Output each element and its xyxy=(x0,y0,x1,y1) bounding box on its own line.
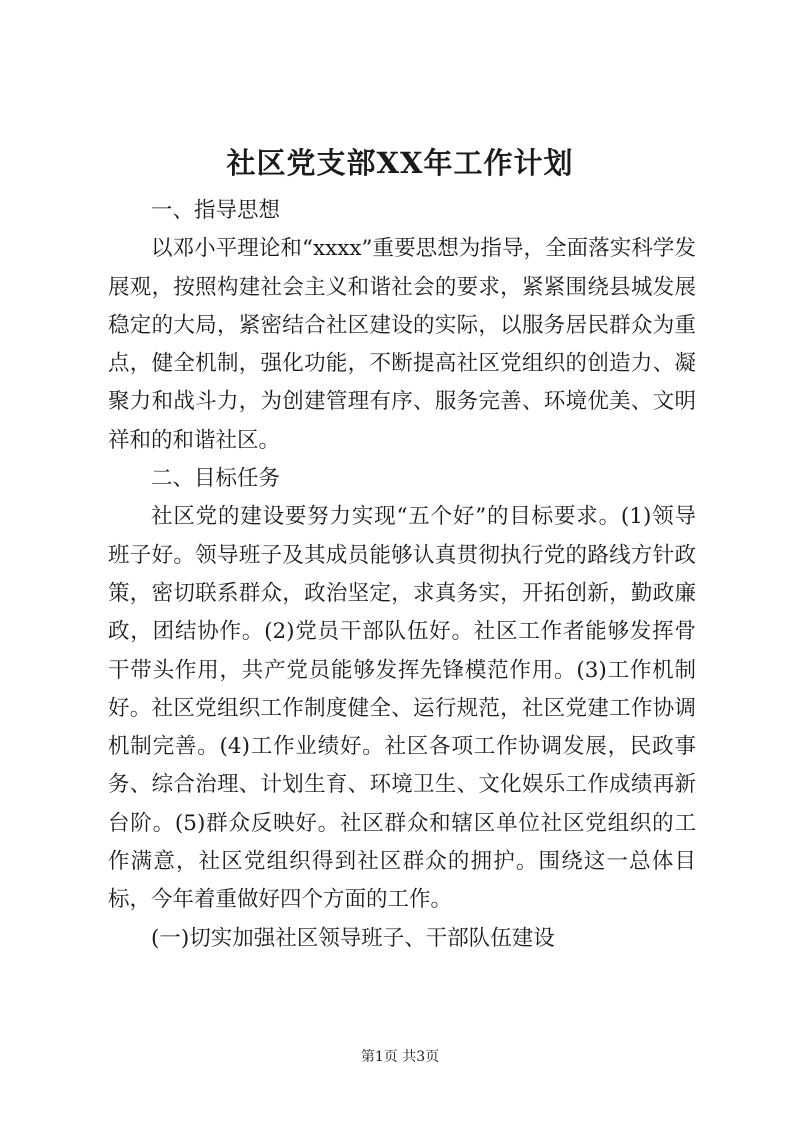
section-heading-guiding-ideology: 一、指导思想 xyxy=(151,198,281,223)
page-footer: 第1页 共3页 xyxy=(360,1049,440,1065)
document-title: 社区党支部XX年工作计划 xyxy=(226,146,574,180)
paragraph-guiding-ideology: 以邓小平理论和“xxxx”重要思想为指导，全面落实科学发展观，按照构建社会主义和谐社会的要求，紧紧围绕县城发展稳定的大局，紧密结合社区建设的实际，以服务居民群众为重点，健全机制，强化功能，不断提高社区党组织的创造力、凝聚力和战斗力，为创建管理有序、服务完善、环境优美、文明祥和的和谐社区。 xyxy=(108,236,696,453)
paragraph-goals-tasks: 社区党的建设要努力实现“五个好”的目标要求。(1)领导班子好。领导班子及其成员能够认真贯彻执行党的路线方针政策，密切联系群众，政治坚定，求真务实，开拓创新，勤政廉政，团结协作。(2)党员干部队伍好。社区工作者能够发挥骨干带头作用，共产党员能够发挥先锋模范作用。(3)工作机制好。社区党组织工作制度健全、运行规范，社区党建工作协调机制完善。(4)工作业绩好。社区各项工作协调发展，民政事务、综合治理、计划生育、环境卫生、文化娱乐工作成绩再新台阶。(5)群众反映好。社区群众和辖区单位社区党组织的工作满意，社区党组织得到社区群众的拥护。围绕这一总体目标，今年着重做好四个方面的工作。 xyxy=(108,504,696,913)
section-heading-goals-tasks: 二、目标任务 xyxy=(151,466,281,492)
subsection-heading-leadership: (一)切实加强社区领导班子、干部队伍建设 xyxy=(151,925,555,951)
document-body xyxy=(108,192,696,958)
